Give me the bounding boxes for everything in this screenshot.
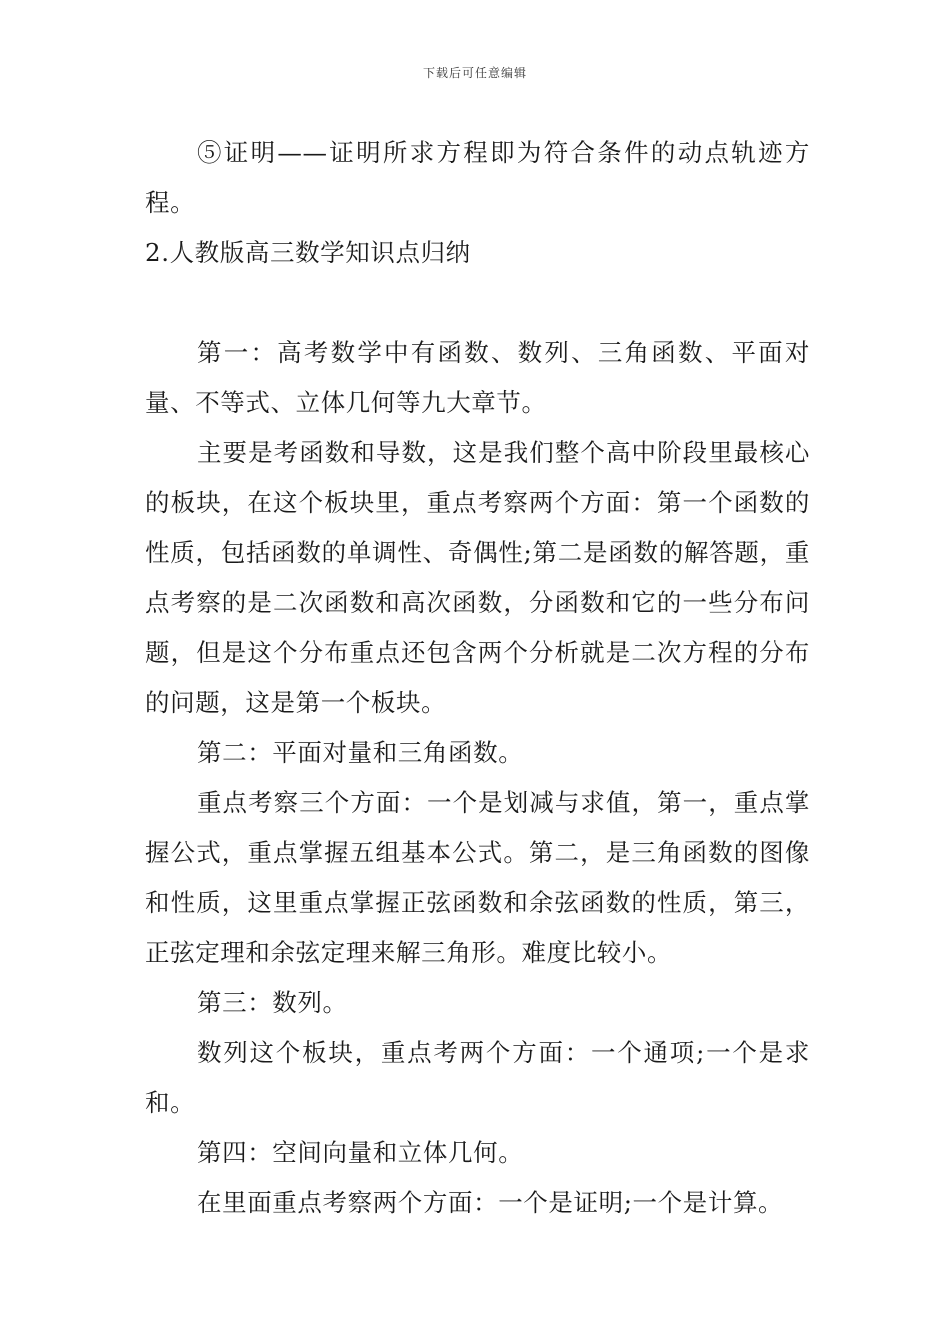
paragraph-third-heading: 第三：数列。 (197, 988, 348, 1017)
paragraph-functions: 主要是考函数和导数，这是我们整个高中阶段里最核心的板块，在这个板块里，重点考察两个方面：第一个函数的性质，包括函数的单调性、奇偶性;第二是函数的解答题，重点考察的是二次函数和高次函数，分函数和它的一些分布问题，但是这个分布重点还包含两个分析就是二次方程的分布的问题，这是第一个板块。 (145, 438, 810, 717)
blank-line (145, 278, 810, 328)
paragraph-trigonometry: 重点考察三个方面：一个是划减与求值，第一，重点掌握公式，重点掌握五组基本公式。第二，是三角函数的图像和性质，这里重点掌握正弦函数和余弦函数的性质，第三，正弦定理和余弦定理来解三角形。难度比较小。 (145, 788, 810, 967)
paragraph-sequences: 数列这个板块，重点考两个方面：一个通项;一个是求和。 (145, 1038, 810, 1117)
section-heading: 2.人教版高三数学知识点归纳 (145, 238, 471, 267)
paragraph-proof-step: ⑤证明——证明所求方程即为符合条件的动点轨迹方程。 (145, 138, 810, 217)
paragraph-second-heading: 第二：平面对量和三角函数。 (197, 738, 524, 767)
paragraph-fourth-heading: 第四：空间向量和立体几何。 (197, 1138, 524, 1167)
document-body (145, 128, 810, 1228)
page-header-note: 下载后可任意编辑 (422, 66, 527, 80)
paragraph-chapters: 第一：高考数学中有函数、数列、三角函数、平面对量、不等式、立体几何等九大章节。 (145, 338, 810, 417)
paragraph-geometry: 在里面重点考察两个方面：一个是证明;一个是计算。 (197, 1188, 784, 1217)
